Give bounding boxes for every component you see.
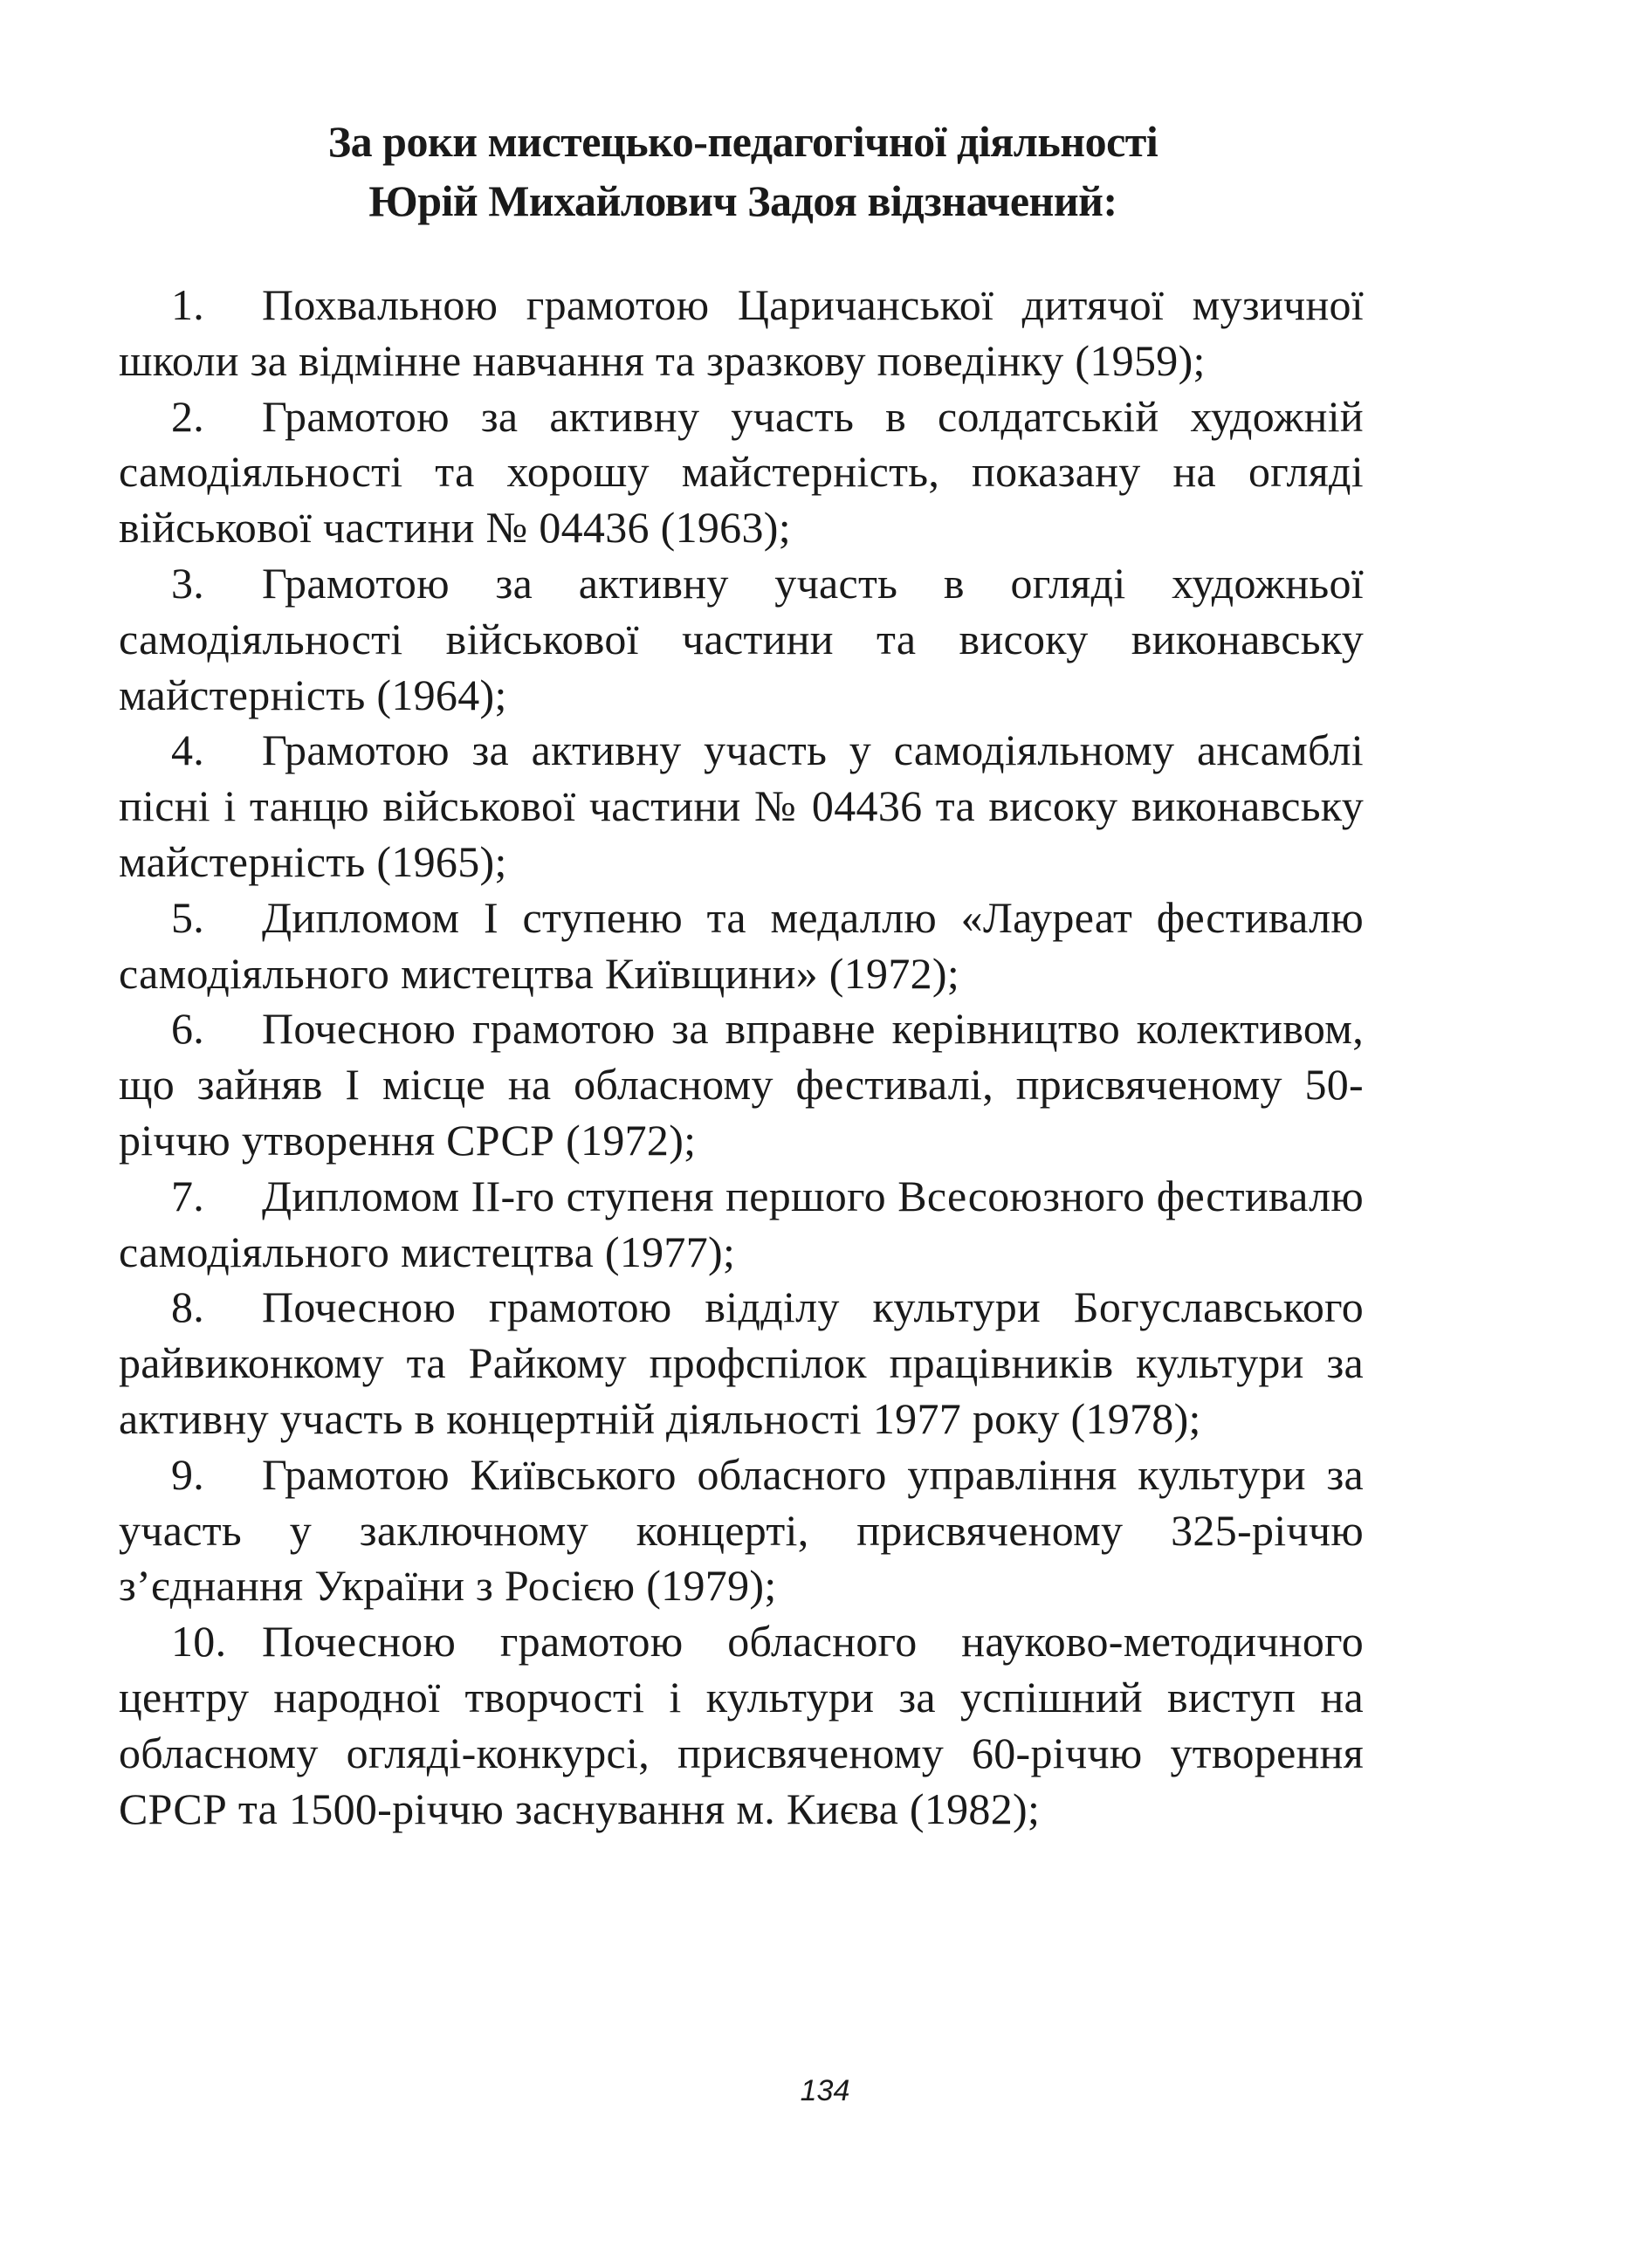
list-item xyxy=(119,1280,1364,1447)
list-item xyxy=(119,278,1364,389)
item-number: 2. xyxy=(171,391,205,441)
item-number: 4. xyxy=(171,725,205,775)
item-number: 6. xyxy=(171,1004,205,1054)
item-text: Почесною грамотою обласного науково-методичного центру народної творчості і культури за успішний виступ на обласному огляді-конкурсі, присвяченому 60-річчю утворення СРСР та 1500-річчю заснування м. Києва (1982); xyxy=(119,1617,1364,1833)
item-text: Почесною грамотою за вправне керівництво колективом, що зайняв І місце на обласному фестивалі, присвяченому 50-річчю утворення СРСР (1972); xyxy=(119,1004,1364,1165)
item-text: Похвальною грамотою Царичанської дитячої музичної школи за відмінне навчання та зразкову поведінку (1959); xyxy=(119,280,1364,385)
item-number: 8. xyxy=(171,1282,205,1332)
heading-line-2: Юрій Михайлович Задоя відзначений: xyxy=(368,176,1117,225)
item-number: 1. xyxy=(171,280,205,329)
item-number: 7. xyxy=(171,1171,205,1220)
item-text: Грамотою за активну участь у самодіяльному ансамблі пісні і танцю військової частини № 04436 та високу виконавську майстерність (1965); xyxy=(119,725,1364,886)
item-text: Грамотою за активну участь в солдатській художній самодіяльності та хорошу майстерність, показану на огляді військової частини № 04436 (1963); xyxy=(119,391,1364,553)
item-text: Грамотою за активну участь в огляді художньої самодіяльності військової частини та високу виконавську майстерність (1964); xyxy=(119,558,1364,719)
item-text: Дипломом ІІ-го ступеня першого Всесоюзного фестивалю самодіяльного мистецтва (1977); xyxy=(119,1171,1364,1276)
page-number: 134 xyxy=(800,2074,850,2107)
list-item xyxy=(119,1001,1364,1168)
item-text: Почесною грамотою відділу культури Богуславського райвиконкому та Райкому профспілок працівників культури за активну участь в концертній діяльності 1977 року (1978); xyxy=(119,1282,1364,1443)
item-text: Грамотою Київського обласного управління культури за участь у заключному концерті, присвяченому 325-річчю з’єднання України з Росією (1979); xyxy=(119,1449,1364,1611)
heading-line-1: За роки мистецько-педагогічної діяльності xyxy=(327,117,1158,166)
item-text: Дипломом І ступеню та медаллю «Лауреат фестивалю самодіяльного мистецтва Київщини» (1972); xyxy=(119,892,1364,998)
item-number: 10. xyxy=(171,1617,227,1667)
list-item xyxy=(119,890,1364,1002)
list-item xyxy=(119,1169,1364,1281)
list-item xyxy=(119,556,1364,723)
list-item xyxy=(119,723,1364,890)
item-number: 9. xyxy=(171,1449,205,1499)
list-item xyxy=(119,389,1364,556)
list-item xyxy=(119,1614,1364,1837)
page-heading xyxy=(119,112,1367,230)
item-number: 5. xyxy=(171,892,205,942)
item-number: 3. xyxy=(171,558,205,608)
awards-list xyxy=(119,278,1364,1837)
list-item xyxy=(119,1447,1364,1614)
